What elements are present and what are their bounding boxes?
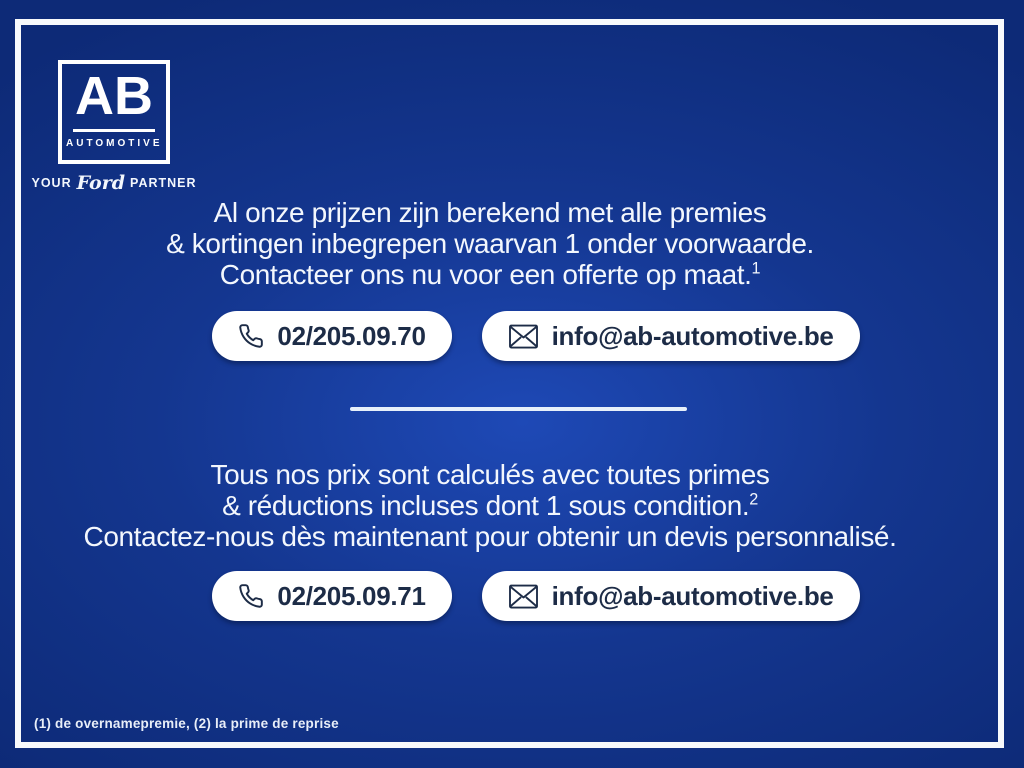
footnote-ref-1: 1 (751, 259, 761, 278)
french-message (0, 459, 980, 552)
phone-button-fr[interactable] (212, 571, 451, 621)
logo-initials: AB (75, 66, 153, 126)
section-divider (350, 407, 687, 411)
mail-icon (508, 324, 539, 349)
footnote: (1) de overnamepremie, (2) la prime de reprise (34, 716, 339, 731)
email-address-fr: info@ab-automotive.be (551, 580, 834, 611)
tagline-suffix: PARTNER (130, 175, 197, 190)
french-line-1: Tous nos prix sont calculés avec toutes primes (210, 459, 770, 490)
footnote-ref-2: 2 (749, 490, 758, 509)
dutch-line-1: Al onze prijzen zijn berekend met alle premies (213, 197, 767, 228)
tagline-prefix: YOUR (31, 175, 72, 190)
mail-icon (508, 584, 539, 609)
email-button-nl[interactable] (482, 311, 860, 361)
french-line-3: Contactez-nous dès maintenant pour obtenir un devis personnalisé. (83, 521, 897, 552)
phone-button-nl[interactable] (212, 311, 451, 361)
phone-icon (238, 323, 264, 349)
dutch-line-2: & kortingen inbegrepen waarvan 1 onder voorwaarde. (166, 228, 814, 259)
logo-tagline (31, 171, 197, 194)
ford-script-logo: Ford (76, 171, 126, 194)
phone-icon (238, 583, 264, 609)
french-line-2: & réductions incluses dont 1 sous condition.$^2$ (222, 490, 758, 521)
logo-rule (73, 129, 155, 132)
dutch-message (0, 197, 980, 290)
dutch-contact-row (48, 311, 1024, 361)
logo-subtitle: AUTOMOTIVE (66, 137, 163, 149)
phone-number-fr: 02/205.09.71 (277, 580, 426, 611)
logo-box (58, 60, 170, 164)
email-button-fr[interactable] (482, 571, 860, 621)
email-address-nl: info@ab-automotive.be (551, 320, 834, 351)
ab-automotive-logo (31, 60, 197, 194)
phone-number-nl: 02/205.09.70 (277, 320, 426, 351)
dutch-line-3: Contacteer ons nu voor een offerte op maat.$^1$ (219, 259, 761, 290)
french-contact-row (48, 571, 1024, 621)
